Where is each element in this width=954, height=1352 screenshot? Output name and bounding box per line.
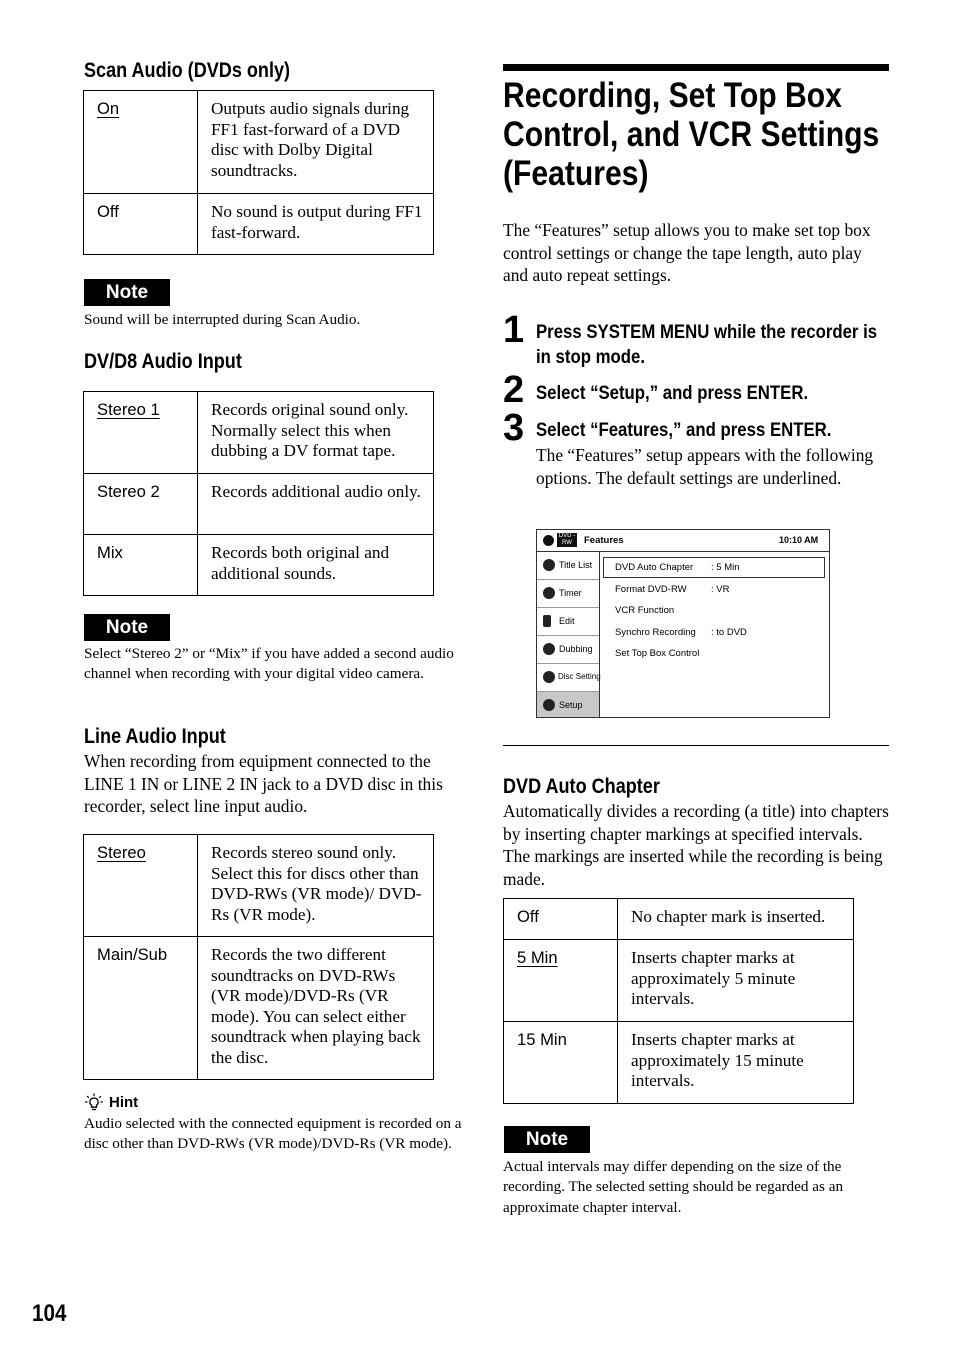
timer-icon [543,587,555,599]
option-key: On [97,99,120,118]
section-heading-dv-input: DV/D8 Audio Input [84,350,242,373]
step-number: 2 [503,369,525,411]
option-key: 15 Min [517,1030,567,1049]
note-badge: Note [504,1126,590,1153]
sidebar-item-dubbing[interactable]: Dubbing [537,636,599,664]
title-line: Recording, Set Top Box [503,76,842,115]
option-desc: No sound is output during FF1 fast-forward. [198,194,434,255]
option-key: Stereo 1 [97,400,160,419]
note-badge: Note [84,279,170,306]
step-text: Select “Setup,” and press ENTER. [536,382,809,404]
table-row [84,835,434,937]
features-screen [536,529,830,718]
option-key: Off [517,907,539,926]
table-row [84,194,434,255]
auto-chapter-table [503,898,854,1104]
hint-text: Audio selected with the connected equipment is recorded on a disc other than DVD-RWs (VR mode)/DVD-Rs (VR mode). [84,1115,462,1153]
title-line: Control, and VCR Settings [503,115,880,154]
scan-audio-table [83,90,434,255]
title-rule [503,64,889,71]
note-text: Select “Stereo 2” or “Mix” if you have added a second audio channel when recording with your digital video camera. [84,645,454,683]
table-row [504,899,854,940]
table-row [84,392,434,474]
step3-body: The “Features” setup appears with the following options. The default settings are underlined. [536,445,874,488]
line-input-table [83,834,434,1080]
option-key: Off [97,202,119,221]
sidebar-item-setup[interactable]: Setup [537,692,599,717]
toolbox-icon [543,699,555,711]
option-desc: Records both original and additional sounds. [198,535,434,596]
section-heading-line-input: Line Audio Input [84,725,226,748]
disc-icon [543,535,554,546]
auto-chapter-intro: Automatically divides a recording (a title) into chapters by inserting chapter markings at specified intervals. The markings are inserted while the recording is being made. [503,801,889,889]
step-number: 1 [503,309,525,351]
lightbulb-icon [84,1093,104,1113]
option-desc: Records stereo sound only. Select this for discs other than DVD-RWs (VR mode)/ DVD-Rs (VR mode). [198,835,434,937]
table-row [504,1022,854,1104]
note-text: Sound will be interrupted during Scan Audio. [84,311,361,328]
table-row [84,91,434,194]
page-title [503,76,879,193]
option-desc: Records the two different soundtracks on DVD-RWs (VR mode)/DVD-Rs (VR mode). You can select either soundtrack when playing back the disc. [198,937,434,1080]
option-key: 5 Min [517,948,558,967]
scissors-icon [543,615,551,627]
features-intro: The “Features” setup allows you to make set top box control settings or change the tape length, auto play and auto repeat settings. [503,220,871,286]
screen-row-format[interactable]: Format DVD-RW : VR [615,584,730,595]
table-row [84,535,434,596]
note-text: Actual intervals may differ depending on the size of the recording. The selected setting should be regarded as an approximate chapter interval. [503,1158,844,1216]
step-number: 3 [503,407,525,449]
sidebar-item-disc-setting[interactable]: Disc Setting [537,664,599,692]
option-key: Stereo [97,843,146,862]
option-desc: Inserts chapter marks at approximately 5 minute intervals. [618,940,854,1022]
sidebar-item-title-list[interactable]: Title List [537,552,599,580]
screen-row-set-top-box[interactable]: Set Top Box Control [615,648,700,659]
section-heading-scan-audio: Scan Audio (DVDs only) [84,59,291,82]
page-number: 104 [32,1300,67,1327]
option-desc: Outputs audio signals during FF1 fast-forward of a DVD disc with Dolby Digital soundtracks. [198,91,434,194]
option-desc: No chapter mark is inserted. [618,899,854,940]
line-input-intro: When recording from equipment connected to the LINE 1 IN or LINE 2 IN jack to a DVD disc in this recorder, select line input audio. [84,751,443,817]
table-row [504,940,854,1022]
screen-header [537,530,829,552]
note-badge: Note [84,614,170,641]
screen-row-vcr-function[interactable]: VCR Function [615,605,675,616]
title-line: (Features) [503,154,649,193]
option-key: Mix [97,543,123,562]
section-divider [503,745,889,746]
disc-setting-icon [543,671,555,683]
option-desc: Records additional audio only. [198,474,434,535]
step-text: Select “Features,” and press ENTER. [536,419,832,441]
table-row [84,474,434,535]
sidebar-item-edit[interactable]: Edit [537,608,599,636]
screen-row-auto-chapter[interactable]: DVD Auto Chapter : 5 Min [615,562,740,573]
option-key: Stereo 2 [97,482,160,501]
option-desc: Records original sound only. Normally select this when dubbing a DV format tape. [198,392,434,474]
disc-badge: DVD -RW [558,533,576,546]
dv-input-table [83,391,434,596]
screen-sidebar [537,552,600,717]
table-row [84,937,434,1080]
screen-title: Features [584,535,624,546]
screen-row-synchro[interactable]: Synchro Recording : to DVD [615,627,747,638]
screen-time: 10:10 AM [779,535,819,545]
title-list-icon [543,559,555,571]
hint-label: Hint [109,1094,139,1111]
sidebar-item-timer[interactable]: Timer [537,580,599,608]
dubbing-icon [543,643,555,655]
option-key: Main/Sub [97,945,168,964]
section-heading-auto-chapter: DVD Auto Chapter [503,775,660,798]
step-text: Press SYSTEM MENU while the recorder is in stop mode. [536,321,878,368]
option-desc: Inserts chapter marks at approximately 15 minute intervals. [618,1022,854,1104]
